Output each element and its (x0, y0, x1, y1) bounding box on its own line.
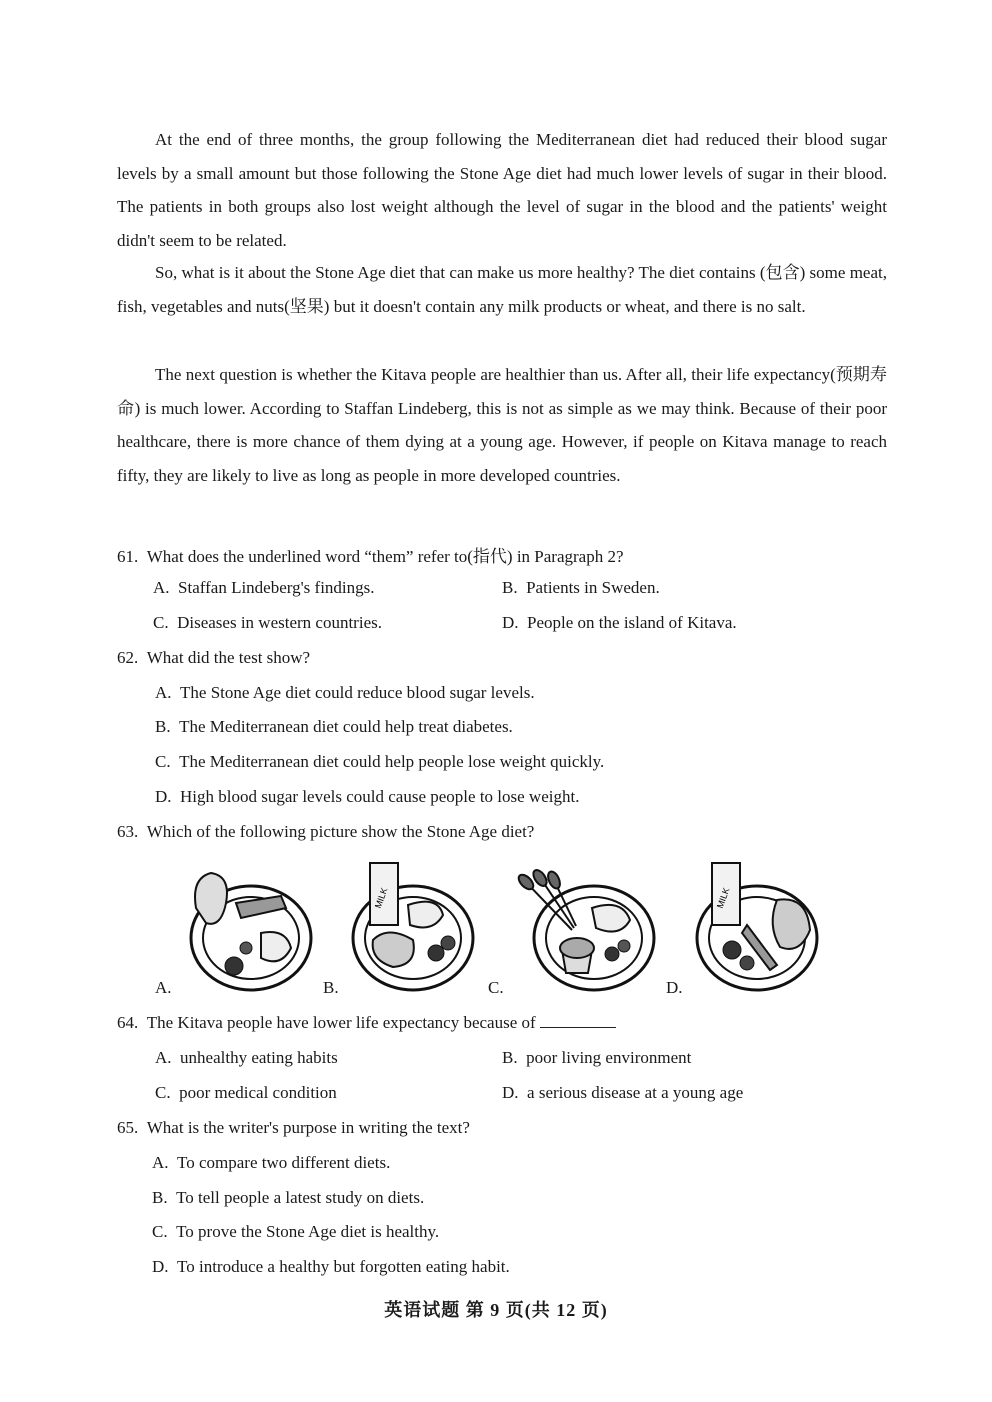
option-text: Diseases in western countries. (177, 613, 382, 632)
paragraph-1-text: At the end of three months, the group following the Mediterranean diet had reduced their blood sugar levels by a small amount but those following the Stone Age diet had much lower levels of sugar in their blood. The patients in both groups also lost weight although the level of sugar in the blood and the patients' weight didn't seem to be related. (117, 130, 887, 250)
picture-c-label[interactable]: C. (488, 978, 504, 997)
milk-carton-label: MILK (714, 886, 732, 910)
question-number: 62. (117, 648, 139, 667)
option-text: The Stone Age diet could reduce blood sugar levels. (180, 683, 535, 702)
plate-b-illustration[interactable] (348, 855, 478, 995)
option-text: Patients in Sweden. (526, 578, 660, 597)
option-text: poor living environment (526, 1048, 692, 1067)
picture-d-label[interactable]: D. (666, 978, 683, 997)
passage-paragraph-2 (117, 256, 887, 323)
answer-blank[interactable] (540, 1013, 616, 1028)
question-64 (117, 1013, 897, 1033)
picture-a-label[interactable]: A. (155, 978, 172, 997)
option-letter: C. (153, 613, 169, 632)
option-letter: D. (502, 1083, 519, 1102)
question-text: The Kitava people have lower life expectancy because of (146, 1013, 536, 1032)
option-letter: A. (153, 578, 170, 597)
option-letter: B. (502, 1048, 518, 1067)
option-text: To compare two different diets. (177, 1153, 391, 1172)
option-letter: C. (152, 1222, 168, 1241)
question-number: 64. (117, 1013, 139, 1032)
option-text: The Mediterranean diet could help people lose weight quickly. (179, 752, 605, 771)
nut-icon (618, 940, 630, 952)
option-61-b[interactable] (502, 578, 660, 598)
question-62 (117, 648, 897, 668)
nut-icon (225, 957, 243, 975)
option-62-b[interactable] (155, 717, 513, 737)
question-text: What does the underlined word “them” refer to(指代) in Paragraph 2? (146, 547, 624, 566)
question-number: 63. (117, 822, 139, 841)
option-letter: D. (502, 613, 519, 632)
question-text: What is the writer's purpose in writing the text? (146, 1118, 470, 1137)
option-62-a[interactable] (155, 683, 535, 703)
passage-paragraph-3 (117, 358, 887, 492)
nut-icon (605, 947, 619, 961)
option-text: The Mediterranean diet could help treat diabetes. (179, 717, 513, 736)
option-64-c[interactable] (155, 1083, 337, 1103)
option-letter: D. (152, 1257, 169, 1276)
plate-c-illustration[interactable] (512, 868, 660, 996)
question-65 (117, 1118, 897, 1138)
option-64-a[interactable] (155, 1048, 338, 1068)
option-65-b[interactable] (152, 1188, 424, 1208)
question-63 (117, 822, 897, 842)
option-text: a serious disease at a young age (527, 1083, 744, 1102)
option-text: High blood sugar levels could cause people to lose weight. (180, 787, 580, 806)
question-number: 61. (117, 547, 139, 566)
option-letter: A. (152, 1153, 169, 1172)
question-text: Which of the following picture show the Stone Age diet? (146, 822, 535, 841)
nut-icon (428, 945, 444, 961)
option-letter: D. (155, 787, 172, 806)
plate-d-illustration[interactable] (692, 855, 822, 995)
nut-icon (441, 936, 455, 950)
plate-a-illustration[interactable] (186, 868, 316, 996)
option-65-a[interactable] (152, 1153, 390, 1173)
question-number: 65. (117, 1118, 139, 1137)
question-61 (117, 542, 897, 567)
option-62-d[interactable] (155, 787, 579, 807)
option-letter: A. (155, 1048, 172, 1067)
option-letter: C. (155, 1083, 171, 1102)
option-64-b[interactable] (502, 1048, 691, 1068)
option-text: To prove the Stone Age diet is healthy. (176, 1222, 440, 1241)
option-62-c[interactable] (155, 752, 604, 772)
option-text: unhealthy eating habits (180, 1048, 338, 1067)
option-letter: B. (502, 578, 518, 597)
option-letter: B. (152, 1188, 168, 1207)
option-text: To tell people a latest study on diets. (176, 1188, 425, 1207)
option-text: poor medical condition (179, 1083, 337, 1102)
passage-paragraph-1 (117, 123, 887, 257)
option-65-d[interactable] (152, 1257, 510, 1277)
option-letter: A. (155, 683, 172, 702)
nut-icon (240, 942, 252, 954)
milk-carton-label: MILK (372, 886, 390, 910)
paragraph-2-text: So, what is it about the Stone Age diet that can make us more healthy? The diet contains (包含) some meat, fish, vegetables and nuts(坚果) but it doesn't contain any milk products or wheat, and there is no salt. (117, 263, 887, 316)
option-text: People on the island of Kitava. (527, 613, 737, 632)
option-61-a[interactable] (153, 578, 375, 598)
option-text: Staffan Lindeberg's findings. (178, 578, 375, 597)
option-64-d[interactable] (502, 1083, 743, 1103)
question-text: What did the test show? (146, 648, 311, 667)
picture-b-label[interactable]: B. (323, 978, 339, 997)
option-61-c[interactable] (153, 613, 382, 633)
nut-icon (723, 941, 741, 959)
option-letter: B. (155, 717, 171, 736)
option-letter: C. (155, 752, 171, 771)
nut-icon (740, 956, 754, 970)
option-65-c[interactable] (152, 1222, 439, 1242)
page-footer: 英语试题 第 9 页(共 12 页) (384, 1300, 608, 1320)
option-61-d[interactable] (502, 613, 737, 633)
option-text: To introduce a healthy but forgotten eating habit. (177, 1257, 510, 1276)
paragraph-3-text: The next question is whether the Kitava people are healthier than us. After all, their life expectancy(预期寿命) is much lower. According to Staffan Lindeberg, this is not as simple as we may think. Because of their poor healthcare, there is more chance of them dying at a young age. However, if people on Kitava manage to reach fifty, they are likely to live as long as people in more developed countries. (117, 365, 887, 485)
